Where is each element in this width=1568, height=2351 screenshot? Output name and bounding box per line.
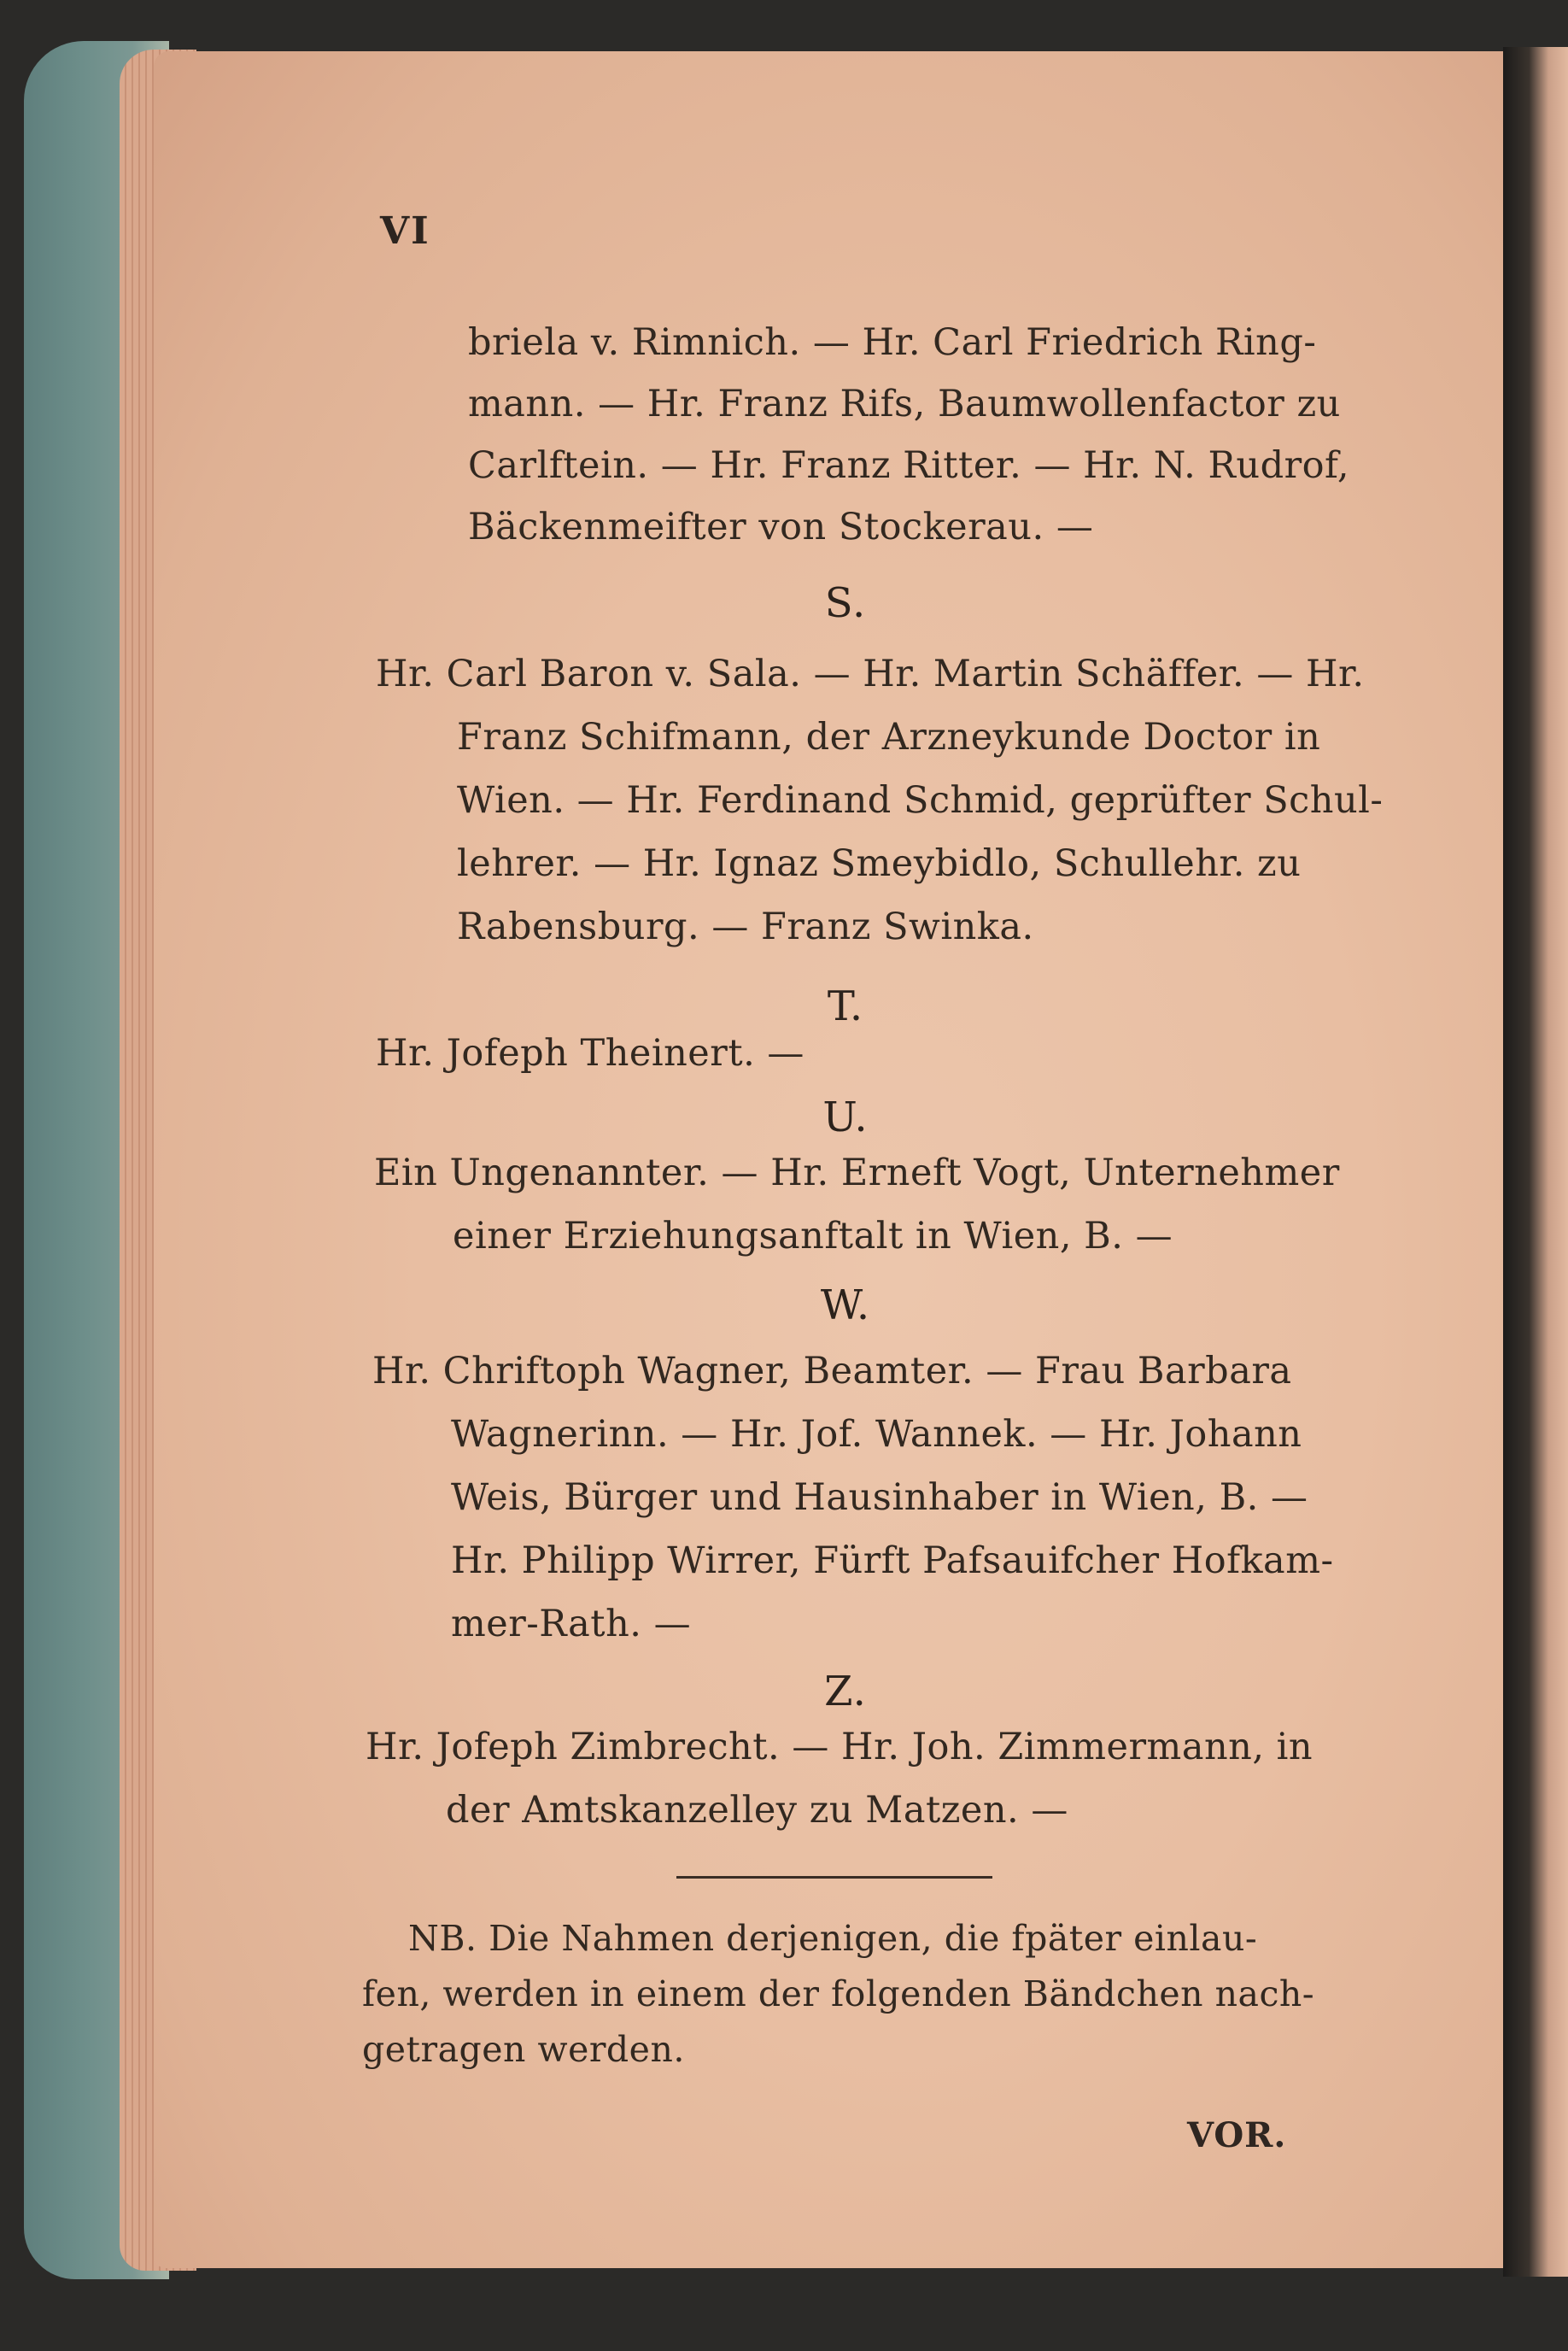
entry-line: Franz Schifmann, der Arzneykunde Doctor in — [457, 716, 1321, 759]
page-number: VI — [380, 209, 430, 253]
note-line: fen, werden in einem der folgenden Bändchen nach- — [362, 1973, 1315, 2014]
entry-line: Hr. Chriftoph Wagner, Beamter. — Frau Barbara — [372, 1350, 1292, 1392]
entry-line: briela v. Rimnich. — Hr. Carl Friedrich Ring- — [468, 321, 1317, 364]
entry-line: Hr. Carl Baron v. Sala. — Hr. Martin Schäffer. — Hr. — [376, 653, 1365, 695]
catchword: VOR. — [1187, 2115, 1287, 2155]
section-letter-w: W. — [820, 1281, 871, 1329]
entry-line: lehrer. — Hr. Ignaz Smeybidlo, Schullehr. zu — [457, 842, 1302, 885]
entry-line: Hr. Jofeph Theinert. — — [376, 1032, 804, 1075]
entry-line: mer-Rath. — — [451, 1603, 692, 1645]
entry-line: Weis, Bürger und Hausinhaber in Wien, B. — — [451, 1476, 1308, 1519]
entry-line: der Amtskanzelley zu Matzen. — — [446, 1789, 1068, 1832]
entry-line: Hr. Jofeph Zimbrecht. — Hr. Joh. Zimmermann, in — [366, 1726, 1313, 1768]
entry-line: einer Erziehungsanftalt in Wien, B. — — [453, 1215, 1173, 1258]
entry-line: Wien. — Hr. Ferdinand Schmid, geprüfter Schul- — [457, 779, 1384, 822]
section-letter-t: T. — [827, 982, 864, 1030]
entry-line: Rabensburg. — Franz Swinka. — [457, 906, 1034, 948]
note-line: NB. Die Nahmen derjenigen, die fpäter einlau- — [408, 1918, 1258, 1959]
entry-line: Ein Ungenannter. — Hr. Erneft Vogt, Unternehmer — [374, 1152, 1340, 1194]
section-letter-s: S. — [824, 579, 867, 627]
section-letter-u: U. — [822, 1093, 869, 1141]
entry-line: Bäckenmeifter von Stockerau. — — [468, 506, 1094, 548]
book-gutter — [1503, 47, 1568, 2277]
section-letter-z: Z. — [824, 1668, 867, 1715]
entry-line: mann. — Hr. Franz Rifs, Baumwollenfactor zu — [468, 383, 1341, 425]
entry-line: Hr. Philipp Wirrer, Fürft Pafsauifcher Hofkam- — [451, 1539, 1334, 1582]
entry-line: Carlftein. — Hr. Franz Ritter. — Hr. N. Rudrof, — [468, 444, 1350, 487]
note-line: getragen werden. — [362, 2029, 685, 2070]
divider-rule — [676, 1876, 992, 1879]
entry-line: Wagnerinn. — Hr. Jof. Wannek. — Hr. Johann — [451, 1413, 1302, 1456]
